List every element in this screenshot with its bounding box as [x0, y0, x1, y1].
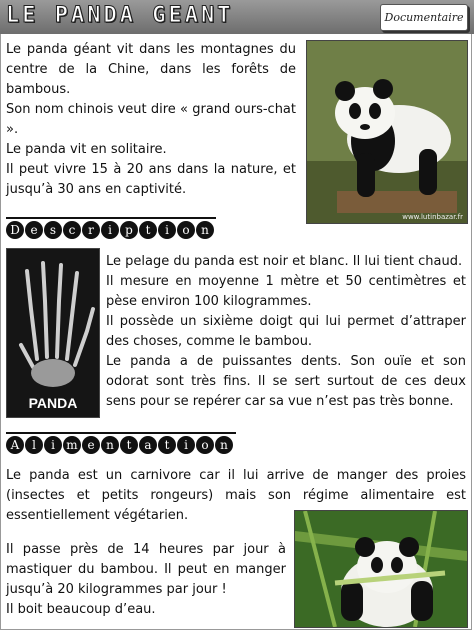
panda-standing-illustration — [307, 41, 467, 223]
heading-letter: i — [44, 436, 62, 454]
intro-line: Il peut vivre 15 à 20 ans dans la nature, et jusqu’à 30 ans en captivité. — [6, 162, 296, 197]
section-rule — [6, 432, 236, 434]
heading-letter: i — [158, 221, 176, 239]
heading-letter: i — [177, 436, 195, 454]
photo-credit: www.lutinbazar.fr — [402, 213, 463, 221]
heading-letter: l — [25, 436, 43, 454]
heading-letter: n — [196, 221, 214, 239]
alimentation-heading — [6, 432, 236, 454]
alimentation-line: Il passe près de 14 heures par jour à mastiquer du bambou. Il peut en manger jusqu’à 20 kilogrammes par jour ! — [6, 542, 286, 597]
heading-letter: n — [101, 436, 119, 454]
heading-letter: D — [6, 221, 24, 239]
description-heading-letters — [6, 221, 215, 239]
paw-bones-illustration — [7, 249, 99, 417]
heading-letter: t — [158, 436, 176, 454]
page-title: LE PANDA GEANT — [6, 3, 234, 28]
alimentation-heading-letters — [6, 436, 234, 454]
heading-letter: r — [82, 221, 100, 239]
heading-letter: m — [63, 436, 81, 454]
description-line: Il possède un sixième doigt qui lui permet d’attraper des choses, comme le bambou. — [106, 314, 466, 349]
heading-letter: A — [6, 436, 24, 454]
description-text — [106, 252, 466, 412]
section-rule — [6, 217, 216, 219]
description-heading — [6, 217, 216, 239]
panda-eating-photo — [294, 510, 468, 628]
description-line: Le panda a de puissantes dents. Son ouïe et son odorat sont très fins. Il se sert surtout de ces deux sens pour se repérer car sa vue n’est pas très bonne. — [106, 354, 466, 409]
title-band — [0, 0, 474, 34]
alimentation-line: Il boit beaucoup d’eau. — [6, 602, 156, 617]
heading-letter: t — [120, 436, 138, 454]
intro-line: Le panda géant vit dans les montagnes du centre de la Chine, dans les forêts de bambous. — [6, 42, 296, 97]
heading-letter: o — [196, 436, 214, 454]
description-line: Le pelage du panda est noir et blanc. Il lui tient chaud. — [106, 254, 463, 269]
heading-letter: n — [215, 436, 233, 454]
heading-letter: a — [139, 436, 157, 454]
panda-paw-xray — [6, 248, 100, 418]
heading-letter: c — [63, 221, 81, 239]
heading-letter: t — [139, 221, 157, 239]
xray-label: PANDA — [28, 395, 78, 411]
intro-line: Son nom chinois veut dire « grand ours-chat ». — [6, 102, 296, 137]
intro-text — [6, 40, 296, 200]
heading-letter: s — [44, 221, 62, 239]
heading-letter: e — [25, 221, 43, 239]
heading-letter: e — [82, 436, 100, 454]
panda-eating-illustration — [295, 511, 467, 627]
panda-standing-photo — [306, 40, 468, 224]
alimentation-text — [6, 540, 286, 620]
document-type-badge: Documentaire — [380, 4, 468, 31]
alimentation-intro: Le panda est un carnivore car il lui arrive de manger des proies (insectes et petits rongeurs) mais son régime alimentaire est essentiellement végétarien. — [6, 468, 466, 523]
intro-line: Le panda vit en solitaire. — [6, 142, 167, 157]
heading-letter: p — [120, 221, 138, 239]
heading-letter: i — [101, 221, 119, 239]
heading-letter: o — [177, 221, 195, 239]
description-line: Il mesure en moyenne 1 mètre et 50 centimètres et pèse environ 100 kilogrammes. — [106, 274, 466, 309]
